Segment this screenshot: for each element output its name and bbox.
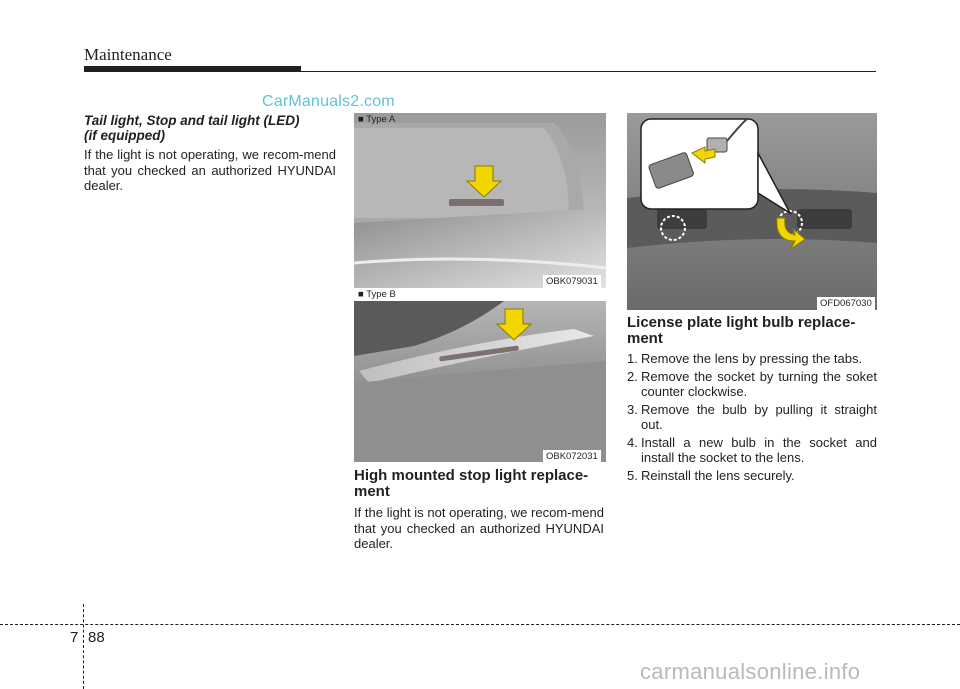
header-rule <box>301 71 876 72</box>
step-item <box>627 402 877 433</box>
type-b-illustration <box>354 301 606 462</box>
type-a-code: OBK079031 <box>543 275 601 288</box>
step-number: 3. <box>627 401 638 417</box>
step-text: Reinstall the lens securely. <box>641 467 795 483</box>
step-number: 1. <box>627 351 638 366</box>
header-bar <box>84 66 301 72</box>
license-plate-code: OFD067030 <box>817 297 875 310</box>
type-a-illustration <box>354 113 606 288</box>
footer-watermark[interactable]: carmanualsonline.info <box>640 659 861 684</box>
license-plate-steps <box>627 351 877 485</box>
tail-light-heading-line2: (if equipped) <box>84 128 165 143</box>
type-a-photo <box>354 113 606 288</box>
type-b-label: ■ Type B <box>358 289 396 300</box>
step-item <box>627 435 877 466</box>
step-text: Remove the socket by turning the soket counter clockwise. <box>641 368 877 399</box>
step-number: 5. <box>627 467 638 483</box>
type-a-label: ■ Type A <box>358 114 396 125</box>
tail-light-body: If the light is not operating, we recom-mend that you checked an authorized HYUNDAI dealer. <box>84 147 336 193</box>
step-item <box>627 468 877 484</box>
tail-light-heading-line1: Tail light, Stop and tail light (LED) <box>84 113 300 128</box>
step-text: Install a new bulb in the socket and install the socket to the lens. <box>641 434 877 465</box>
step-number: 4. <box>627 434 638 450</box>
step-text: Remove the lens by pressing the tabs. <box>641 351 863 366</box>
license-plate-illustration <box>627 113 877 310</box>
step-item <box>627 351 877 367</box>
chapter-number: 7 <box>70 629 79 646</box>
footer-rule <box>0 624 960 625</box>
type-b-code: OBK072031 <box>543 450 601 463</box>
step-number: 2. <box>627 368 638 384</box>
license-plate-heading: License plate light bulb replace-ment <box>627 314 856 347</box>
page-number: 88 <box>88 629 105 646</box>
step-text: Remove the bulb by pulling it straight out. <box>641 401 877 432</box>
watermark-link[interactable]: CarManuals2.com <box>262 93 395 110</box>
section-title: Maintenance <box>84 45 172 64</box>
footer-divider <box>83 604 84 689</box>
license-plate-photo <box>627 113 877 310</box>
high-mounted-stop-light-body: If the light is not operating, we recom-mend that you checked an authorized HYUNDAI dealer. <box>354 505 604 551</box>
tail-light-heading <box>84 113 336 143</box>
high-mounted-stop-light-heading: High mounted stop light replace-ment <box>354 467 589 500</box>
type-b-photo <box>354 301 606 462</box>
step-item <box>627 369 877 400</box>
